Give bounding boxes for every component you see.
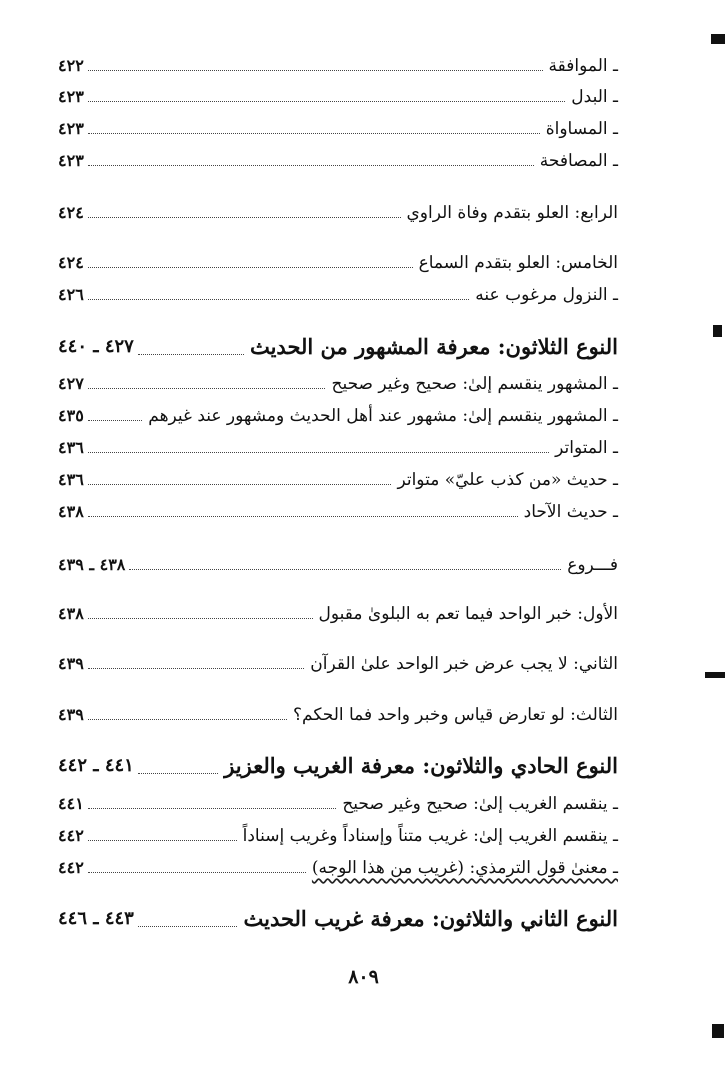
entry-title: الخامس: العلو بتقدم السماع bbox=[418, 253, 618, 273]
dot-leader bbox=[129, 569, 561, 570]
dot-leader bbox=[88, 299, 470, 300]
dot-leader bbox=[138, 354, 244, 355]
dot-leader bbox=[88, 267, 413, 268]
toc-entry bbox=[58, 111, 618, 141]
entry-title: ـ ينقسم الغريب إلىٰ: صحيح وغير صحيح bbox=[342, 794, 618, 814]
dot-leader bbox=[88, 618, 313, 619]
toc-entry bbox=[58, 143, 618, 173]
entry-title: ـ المتواتر bbox=[555, 438, 618, 458]
entry-title: الأول: خبر الواحد فيما تعم به البلوىٰ مقبول bbox=[318, 604, 618, 624]
scan-speck bbox=[712, 1024, 724, 1038]
page-number: ٤٣٨ bbox=[58, 502, 84, 521]
chapter-title: النوع الحادي والثلاثون: معرفة الغريب والعزيز bbox=[224, 753, 618, 778]
entry-title: الثاني: لا يجب عرض خبر الواحد علىٰ القرآن bbox=[310, 654, 618, 674]
scan-speck bbox=[713, 325, 722, 337]
page-number: ٤٢٧ bbox=[58, 374, 84, 393]
page-number: ٤٢٦ bbox=[58, 285, 84, 304]
dot-leader bbox=[138, 926, 238, 927]
toc-entry bbox=[58, 462, 618, 492]
entry-title: ـ معنىٰ قول الترمذي: (غريب من هذا الوجه) bbox=[311, 858, 618, 878]
toc-entry bbox=[58, 79, 618, 109]
entry-title: ـ النزول مرغوب عنه bbox=[475, 285, 618, 305]
toc-entry bbox=[58, 195, 618, 225]
page-range: ٤٤١ ـ ٤٤٢ bbox=[58, 755, 134, 776]
toc-chapter-heading bbox=[58, 326, 618, 362]
page-number: ٤٢٤ bbox=[58, 253, 84, 272]
chapter-title: النوع الثلاثون: معرفة المشهور من الحديث bbox=[249, 334, 618, 359]
page-number: ٤٣٩ bbox=[58, 654, 84, 673]
toc-entry bbox=[58, 430, 618, 460]
page-number: ٤٤٢ bbox=[58, 858, 84, 877]
entry-title: ـ الموافقة bbox=[548, 56, 618, 76]
page-folio-number: ٨٠٩ bbox=[348, 966, 379, 988]
page-number: ٤٢٣ bbox=[58, 87, 84, 106]
toc-entry bbox=[58, 850, 618, 880]
dot-leader bbox=[88, 70, 543, 71]
toc-entry bbox=[58, 277, 618, 307]
entry-title: ـ المساواة bbox=[545, 119, 618, 139]
page-range: ٤٤٣ ـ ٤٤٦ bbox=[58, 908, 134, 929]
page-number: ٤٤٢ bbox=[58, 826, 84, 845]
entry-title: ـ المصافحة bbox=[539, 151, 618, 171]
dot-leader bbox=[88, 808, 337, 809]
scan-speck bbox=[711, 34, 725, 44]
toc-entry bbox=[58, 366, 618, 396]
toc-entry bbox=[58, 48, 618, 78]
entry-title: ـ البدل bbox=[571, 87, 618, 107]
page-number: ٤٢٣ bbox=[58, 151, 84, 170]
toc-entry bbox=[58, 494, 618, 524]
page-number: ٤٤١ bbox=[58, 794, 84, 813]
dot-leader bbox=[88, 165, 534, 166]
page-number: ٤٣٥ bbox=[58, 406, 84, 425]
toc-entry bbox=[58, 818, 618, 848]
toc-entry bbox=[58, 398, 618, 428]
dot-leader bbox=[88, 101, 566, 102]
dot-leader bbox=[138, 773, 218, 774]
dot-leader bbox=[88, 840, 237, 841]
entry-title: فـــروع bbox=[567, 555, 618, 575]
dot-leader bbox=[88, 668, 304, 669]
page-number: ٤٣٨ bbox=[58, 604, 84, 623]
toc-entry bbox=[58, 547, 618, 577]
toc-entry bbox=[58, 596, 618, 626]
dot-leader bbox=[88, 452, 549, 453]
dot-leader bbox=[88, 420, 142, 421]
toc-chapter-heading bbox=[58, 898, 618, 934]
entry-title: ـ ينقسم الغريب إلىٰ: غريب متناً وإسناداً وغريب إسناداً bbox=[242, 826, 618, 846]
dot-leader bbox=[88, 719, 287, 720]
toc-entry bbox=[58, 245, 618, 275]
dot-leader bbox=[88, 217, 401, 218]
toc-entry bbox=[58, 697, 618, 727]
dot-leader bbox=[88, 484, 392, 485]
entry-title: الرابع: العلو بتقدم وفاة الراوي bbox=[406, 203, 618, 223]
entry-title: ـ حديث الآحاد bbox=[523, 502, 618, 522]
dot-leader bbox=[88, 872, 306, 873]
dot-leader bbox=[88, 133, 540, 134]
page-number: ٤٢٢ bbox=[58, 56, 84, 75]
entry-title: ـ حديث «من كذب عليّ» متواتر bbox=[397, 470, 618, 490]
entry-title: الثالث: لو تعارض قياس وخبر واحد فما الحكم؟ bbox=[293, 705, 618, 725]
page-number: ٤٣٦ bbox=[58, 470, 84, 489]
toc-entry bbox=[58, 646, 618, 676]
page-range: ٤٢٧ ـ ٤٤٠ bbox=[58, 336, 134, 357]
page-number: ٤٢٣ bbox=[58, 119, 84, 138]
toc-entry bbox=[58, 786, 618, 816]
page-number: ٤٢٤ bbox=[58, 203, 84, 222]
page-range: ٤٣٨ ـ ٤٣٩ bbox=[58, 555, 126, 574]
page-number: ٤٣٦ bbox=[58, 438, 84, 457]
dot-leader bbox=[88, 388, 326, 389]
chapter-title: النوع الثاني والثلاثون: معرفة غريب الحديث bbox=[243, 906, 618, 931]
entry-title: ـ المشهور ينقسم إلىٰ: مشهور عند أهل الحديث ومشهور عند غيرهم bbox=[148, 406, 618, 426]
page-number: ٤٣٩ bbox=[58, 705, 84, 724]
entry-title: ـ المشهور ينقسم إلىٰ: صحيح وغير صحيح bbox=[331, 374, 618, 394]
dot-leader bbox=[88, 516, 518, 517]
scan-speck bbox=[705, 672, 725, 678]
toc-chapter-heading bbox=[58, 745, 618, 781]
